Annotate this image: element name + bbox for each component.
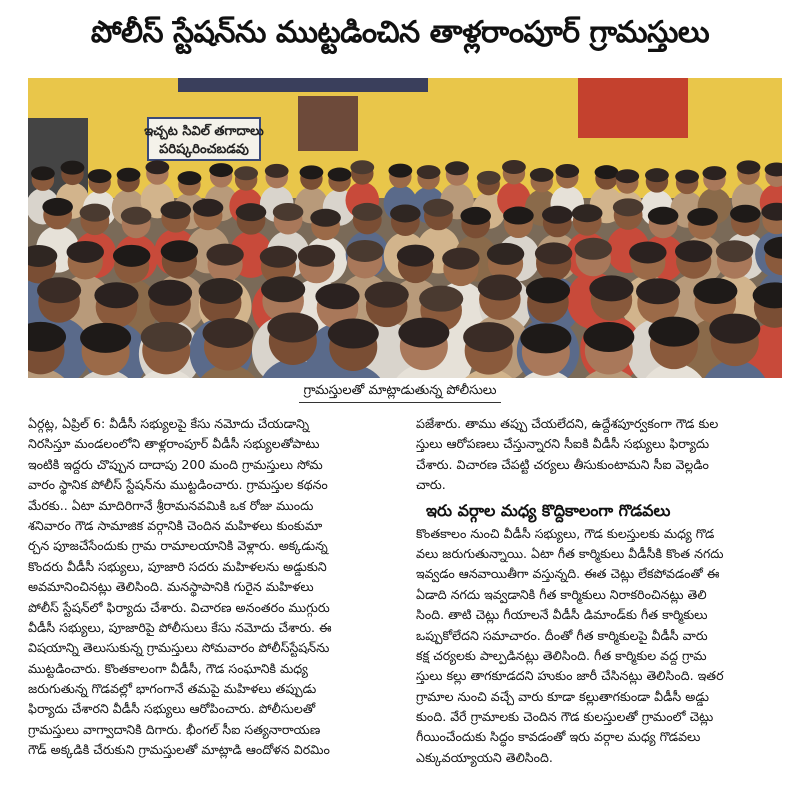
person-hair [80,204,111,222]
article-line: చేశారు. విచారణ చేపట్టి చర్యలు తీసుకుంటామని సీఐ వెల్లడిం [416,456,709,472]
person-hair [526,277,570,303]
article-line: మేరకు.. ఏటా మాదిరిగానే శ్రీరామనవమికి ఒక రోజు ముందు [28,497,314,513]
article-line: కొంతకాలం నుంచి వీడీసీ సభ్యులు, గౌడ కులస్తులకు మధ్య గొడ [416,525,715,541]
person-hair [261,276,305,302]
person-hair [203,318,254,348]
person-hair [535,242,572,264]
person-hair [260,246,297,268]
article-line: ఒప్పుకోలేదని సమాచారం. దీంతో గీత కార్మికులపై వీడీసీ వారు [416,627,708,643]
person-hair [37,277,81,303]
person-hair [121,207,152,225]
person-hair [42,198,73,216]
person-hair [687,208,718,226]
article-line: స్తులు కల్లు తాగకూడదని హుకుం జారీ చేసినట్లు తెలిసింది. ఇతర [416,668,724,684]
person-hair [390,204,421,222]
article-column-right [416,414,782,768]
person-hair [145,160,169,174]
person-hair [273,203,304,221]
person-hair [209,163,233,177]
person-hair [487,243,524,265]
person-hair [503,207,534,225]
person-hair [94,282,138,308]
person-hair [67,241,104,263]
person-hair [199,278,243,304]
person-hair [419,286,463,312]
person-hair [397,245,434,267]
person-hair [478,274,522,300]
person-hair [80,323,131,353]
person-hair [737,160,761,174]
person-hair [575,238,612,260]
notice-board-line1: ఇచ్చట సివిల్ తగాదాలు [144,124,264,139]
person-hair [675,240,712,262]
person-hair [730,205,761,223]
person-hair [388,164,412,178]
person-hair [615,169,639,183]
person-hair [206,244,243,266]
person-hair [141,322,192,352]
article-line: శనివారం గౌడ సామాజిక వర్గానికి చెందిన మహిళలు కుంకుమా [28,517,323,533]
article-right-top [416,414,782,496]
article-line: కక్ష చర్యలకు పాల్పడినట్లు తెలిసింది. గీత కార్మికుల వద్ద గ్రామ [416,647,707,663]
article-line: ముట్టడించారు. కొంతకాలంగా వీడీసీ, గౌడ సంఘానికి మధ్య [28,660,308,676]
person-hair [178,171,202,185]
building-banner [178,78,428,92]
article-line: ఇవ్వడం ఆనవాయితీగా వస్తున్నది. ఈత చెట్లు లేకపోవడంతో ఈ [416,566,720,582]
person-hair [445,161,469,175]
article-right-bottom [416,524,782,769]
notice-board-line2: పరిష్కరించబడవు [159,142,249,157]
article-line: జరుగుతున్న గొడవల్లో భాగంగానే తమపై మహిళలు తప్పుడు [28,681,317,697]
person-hair [595,165,619,179]
person-hair [648,207,679,225]
article-line: ఎక్కువయ్యాయని తెలిసింది. [416,749,553,765]
article-line: నిరసిస్తూ మండలంలోని తాళ్లరాంపూర్ వీడీసీ సభ్యులతోపాటు [28,436,320,452]
article-line: కుంది. వేరే గ్రామాలకు చెందిన గౌడ కులస్తులతో గ్రామంలో చెట్లు [416,709,714,725]
article-line: ర్చన పూజచేసేందుకు గ్రామ రామాలయానికి వెళ్లారు. అక్కడున్న [28,538,328,554]
person-hair [300,165,324,179]
red-door [578,78,688,138]
person-hair [530,168,554,182]
photo-caption-text: గ్రామస్తులతో మాట్లాడుతున్న పోలీసులు [299,383,500,403]
person-hair [716,240,753,262]
article-line: అవమానించినట్లు తెలిసింది. మనస్థాపానికి గురైన మహిళలు [28,579,314,595]
person-hair [629,241,666,263]
photo-caption [0,380,800,406]
person-hair [572,204,603,222]
article-line: పజేశారు. తాము తప్పు చేయలేదని, ఉద్దేశపూర్వకంగా గౌడ కుల [416,416,719,431]
person-hair [648,317,699,347]
person-hair [463,322,514,352]
person-hair [477,171,501,185]
person-hair [267,313,318,343]
article-line: వారం స్థానిక పోలీస్ స్టేషన్‌ను ముట్టడించారు. గ్రామస్తుల కథనం [28,477,328,493]
article-line: సింది. తాటి చెట్లు గీయాలనే వీడీసీ డిమాండ్‌కు గీత కార్మికులు [416,607,708,623]
person-hair [703,166,727,180]
person-hair [193,199,224,217]
article-line: వీడీసీ సభ్యులు, పూజారిపై పోలీసులు కేసు నమోదు చేశారు. ఈ [28,619,332,635]
person-hair [328,318,379,348]
person-hair [589,275,633,301]
article-line: గౌడ్ అక్కడికి చేరుకుని గ్రామస్తులతో మాట్లాడి ఆందోళన విరమిం [28,742,330,758]
person-hair [645,168,669,182]
person-hair [160,201,191,219]
person-hair [693,278,737,304]
person-hair [542,206,573,224]
person-hair [265,164,289,178]
person-hair [636,278,680,304]
person-hair [365,282,409,308]
article-line: వలు జరుగుతున్నాయి. ఏటా గీత కార్మికులు వీడీసీకి కొంత నగదు [416,545,724,561]
article-subheading: ఇరు వర్గాల మధ్య కొద్దికాలంగా గొడవలు [426,500,671,520]
window [298,96,358,151]
person-hair [61,161,85,175]
person-hair [346,240,383,262]
article-line: ఏర్గట్ల, ఏప్రిల్ 6: వీడీసీ సభ్యులపై కేసు నమోదు చేయడాన్ని [28,416,310,431]
article-line: పోలీస్ స్టేషన్‌లో ఫిర్యాదు చేశారు. విచారణ అనంతరం ముగ్గురు [28,599,330,615]
crowd-photo-illustration [28,78,782,378]
headline: పోలీస్ స్టేషన్‌ను ముట్టడించిన తాళ్లరాంపూర్ గ్రామస్తులు [90,15,710,50]
person-hair [161,240,198,262]
person-hair [315,283,359,309]
person-hair [298,245,335,267]
person-hair [583,322,634,352]
person-hair [675,170,699,184]
article-line: గీయించేందుకు సిద్ధం కావడంతో ఇరు వర్గాల మధ్య గొడవలు [416,729,701,745]
article-line: గ్రామస్తులు వాగ్వాదానికి దిగారు. భీంగల్ సీఐ సత్యనారాయణ [28,721,321,737]
person-hair [398,318,449,348]
person-hair [310,209,341,227]
article-line: ఇంటికి ఇద్దరు చొప్పున దాదాపు 200 మంది గ్రామస్తులు సోమ [28,456,323,472]
person-hair [460,207,491,225]
person-hair [350,160,374,174]
article-line: చారు. [416,477,446,493]
person-hair [352,203,383,221]
person-hair [31,166,55,180]
article-line: ఏడాది నగదు ఇవ్వడానికి గీత కార్మికులు నిరాకరించినట్లు తెలి [416,586,707,602]
person-hair [148,280,192,306]
person-hair [236,203,267,221]
article-column-left [28,414,408,761]
person-hair [328,168,352,182]
person-hair [709,314,760,344]
person-hair [113,245,150,267]
person-hair [117,168,141,182]
person-hair [520,323,571,353]
person-hair [423,199,454,217]
person-hair [613,198,644,216]
news-photo [28,78,782,378]
article-line: స్తులు ఆరోపణలు చేస్తున్నారని సీఐకి వీడీసీ సభ్యులు ఫిర్యాదు [416,436,710,452]
person-hair [88,169,112,183]
article-line: కొందరు వీడీసీ సభ్యులు, పూజారి సదరు మహిళలను అడ్డుకుని [28,558,327,574]
person-hair [442,248,479,270]
person-hair [555,164,579,178]
person-hair [502,160,526,174]
person-hair [417,165,441,179]
article-line: విషయాన్ని తెలుసుకున్న గ్రామస్తులు సోమవారం పోలీస్‌స్టేషన్‌ను [28,640,330,656]
article-line: ఫిర్యాదు చేశారని వీడీసీ సభ్యులు ఆరోపించారు. పోలీసులతో [28,701,316,717]
article-line: గ్రామాల నుంచి వచ్చే వారు కూడా కల్లుతాగకుండా వీడీసీ అడ్డు [416,688,710,704]
person-hair [234,166,258,180]
